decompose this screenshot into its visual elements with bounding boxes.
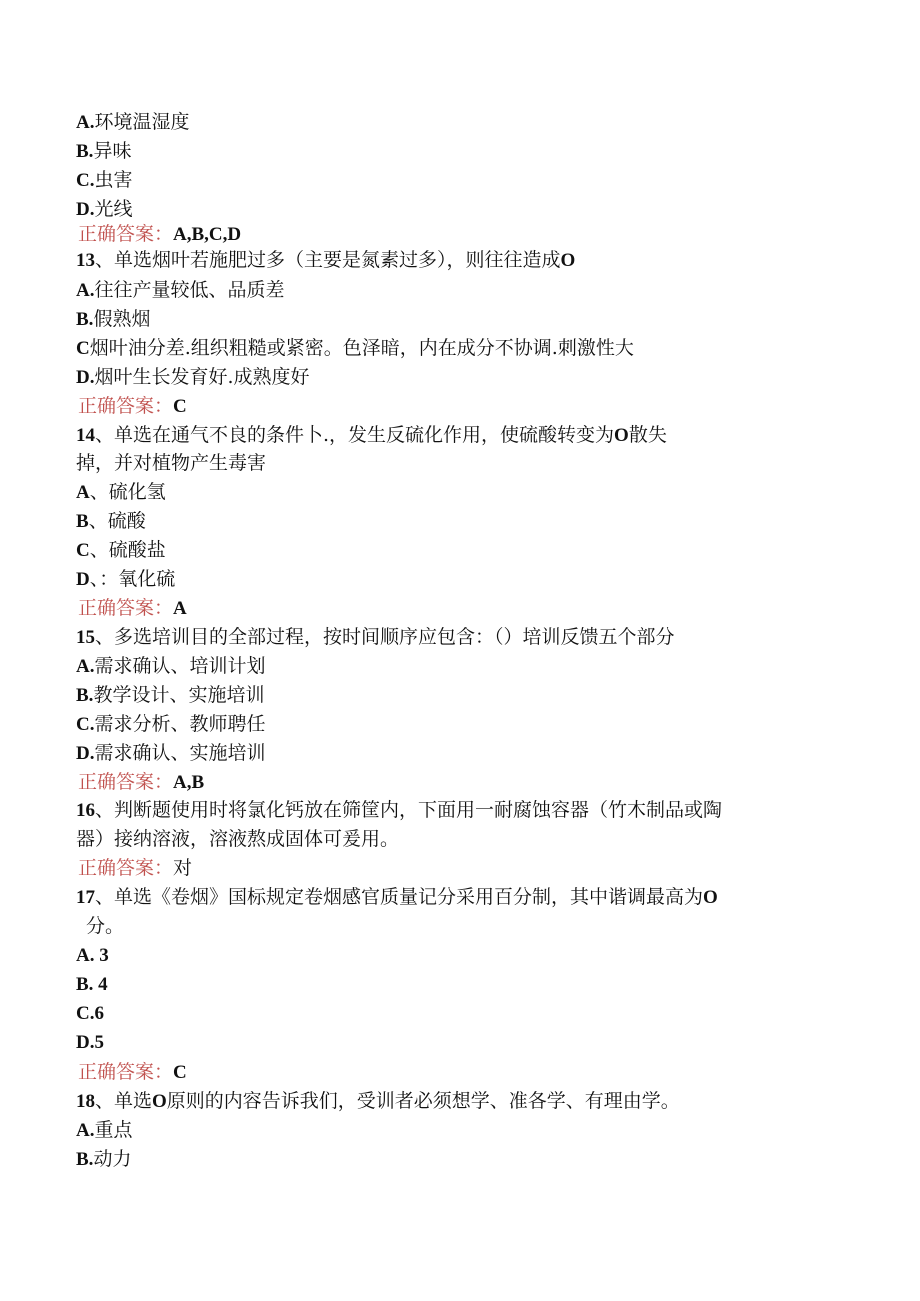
option-line: [76, 480, 166, 505]
continuation-text: 掉，并对植物产生毒害: [76, 452, 267, 474]
option-text: 、：氧化硫: [89, 568, 176, 590]
answer-line: [78, 770, 204, 795]
option-text: 、硫化氢: [89, 481, 166, 503]
answer-value: C: [173, 396, 187, 417]
option-line: [76, 278, 285, 303]
continuation-text: 分。: [86, 915, 125, 937]
option-line: [76, 110, 190, 135]
answer-line: [78, 1060, 187, 1085]
option-key: D: [76, 569, 90, 590]
option-line: [76, 567, 175, 592]
option-key: A.: [76, 112, 95, 133]
option-key: C.6: [76, 1003, 104, 1024]
option-text: 动力: [93, 1148, 132, 1170]
question-text: 、单选: [95, 1090, 153, 1112]
question-line: [76, 1089, 680, 1114]
answer-label: 正确答案：: [78, 1061, 174, 1083]
option-key: C.: [76, 170, 95, 191]
option-line: [76, 197, 133, 222]
option-line: [76, 683, 264, 708]
option-text: 重点: [94, 1119, 133, 1141]
option-key: A.: [76, 280, 95, 301]
option-text: 假熟烟: [93, 308, 151, 330]
option-line: [76, 336, 634, 361]
option-line: [76, 509, 146, 534]
question-text: 、判断题使用时将氯化钙放在筛筐内，下面用一耐腐蚀容器（竹木制品或陶: [95, 799, 723, 821]
option-line: [76, 943, 109, 968]
answer-value: A,B: [173, 772, 205, 793]
question-number: 15: [76, 627, 95, 648]
question-text: 、单选在通气不良的条件卜.，发生反硫化作用，使硫酸转变为: [95, 424, 615, 446]
option-key: D.: [76, 743, 95, 764]
option-text: 光线: [94, 198, 133, 220]
option-text: 、硫酸: [88, 510, 146, 532]
question-line: [76, 423, 667, 448]
option-line: [76, 1001, 104, 1026]
option-key: A.: [76, 656, 95, 677]
question-line: [76, 885, 718, 910]
question-number: 18: [76, 1091, 95, 1112]
option-line: [76, 1118, 133, 1143]
option-key: B.: [76, 141, 94, 162]
option-line: [76, 168, 133, 193]
option-key: D.: [76, 199, 95, 220]
question-blank-marker: O: [560, 250, 576, 271]
option-text: 异味: [93, 140, 132, 162]
question-continuation: [86, 914, 124, 938]
question-number: 14: [76, 425, 95, 446]
question-number: 17: [76, 887, 95, 908]
option-text: 需求确认、实施培训: [94, 742, 266, 764]
question-continuation: [76, 451, 266, 475]
answer-value: C: [173, 1062, 187, 1083]
option-line: [76, 139, 131, 164]
answer-line: [78, 394, 187, 419]
answer-line: [78, 222, 241, 247]
option-text: 烟叶生长发育好.成熟度好: [94, 366, 310, 388]
question-number: 13: [76, 250, 95, 271]
option-text: 、硫酸盐: [89, 539, 166, 561]
option-text: 需求确认、培训计划: [94, 655, 266, 677]
question-continuation: [76, 827, 399, 851]
question-text: 、单选烟叶若施肥过多（主要是氮素过多），则往往造成: [95, 249, 561, 271]
option-key: A.: [76, 1120, 95, 1141]
option-key: B: [76, 511, 89, 532]
answer-value: 对: [173, 857, 193, 879]
option-key: B.: [76, 309, 94, 330]
option-line: [76, 307, 150, 332]
question-blank-marker: O: [152, 1091, 167, 1112]
option-key: C: [76, 540, 90, 561]
answer-label: 正确答案：: [78, 597, 174, 619]
option-key: A. 3: [76, 945, 109, 966]
option-key: D.: [76, 367, 95, 388]
option-text: 需求分析、教师聘任: [94, 713, 266, 735]
option-text: 烟叶油分差.组织粗糙或紧密。色泽暗，内在成分不协调.刺激性大: [89, 337, 634, 359]
question-text: 、多选培训目的全部过程，按时间顺序应包含：（）培训反馈五个部分: [95, 626, 675, 648]
answer-label: 正确答案：: [78, 771, 174, 793]
question-line: [76, 625, 675, 650]
option-key: B.: [76, 1149, 94, 1170]
question-text: 、单选《卷烟》国标规定卷烟感官质量记分采用百分制，其中谐调最高为: [95, 886, 704, 908]
answer-line: [78, 856, 192, 880]
question-line: [76, 248, 575, 273]
question-blank-marker: O: [614, 425, 629, 446]
option-line: [76, 1030, 104, 1055]
continuation-text: 器）接纳溶液，溶液熬成固体可爰用。: [76, 828, 400, 850]
option-key: B.: [76, 685, 94, 706]
option-key: C: [76, 338, 90, 359]
option-line: [76, 538, 166, 563]
option-text: 环境温湿度: [94, 111, 190, 133]
option-line: [76, 741, 266, 766]
option-key: C.: [76, 714, 95, 735]
option-line: [76, 1147, 131, 1172]
question-text-continued: 散失: [628, 424, 667, 446]
answer-line: [78, 596, 187, 621]
question-line: [76, 798, 722, 823]
option-text: 往往产量较低、品质差: [94, 279, 285, 301]
option-line: [76, 972, 108, 997]
option-key: A: [76, 482, 90, 503]
question-text-continued: 原则的内容告诉我们，受训者必须想学、准各学、有理由学。: [166, 1090, 680, 1112]
answer-value: A,B,C,D: [173, 224, 242, 245]
option-line: [76, 365, 310, 390]
answer-label: 正确答案：: [78, 395, 174, 417]
option-key: B. 4: [76, 974, 108, 995]
answer-value: A: [173, 598, 187, 619]
option-key: D.5: [76, 1032, 104, 1053]
option-line: [76, 712, 266, 737]
option-text: 虫害: [94, 169, 133, 191]
answer-label: 正确答案：: [78, 857, 174, 879]
question-blank-marker: O: [703, 887, 718, 908]
option-text: 教学设计、实施培训: [93, 684, 265, 706]
answer-label: 正确答案：: [78, 223, 174, 245]
question-number: 16: [76, 800, 95, 821]
option-line: [76, 654, 266, 679]
